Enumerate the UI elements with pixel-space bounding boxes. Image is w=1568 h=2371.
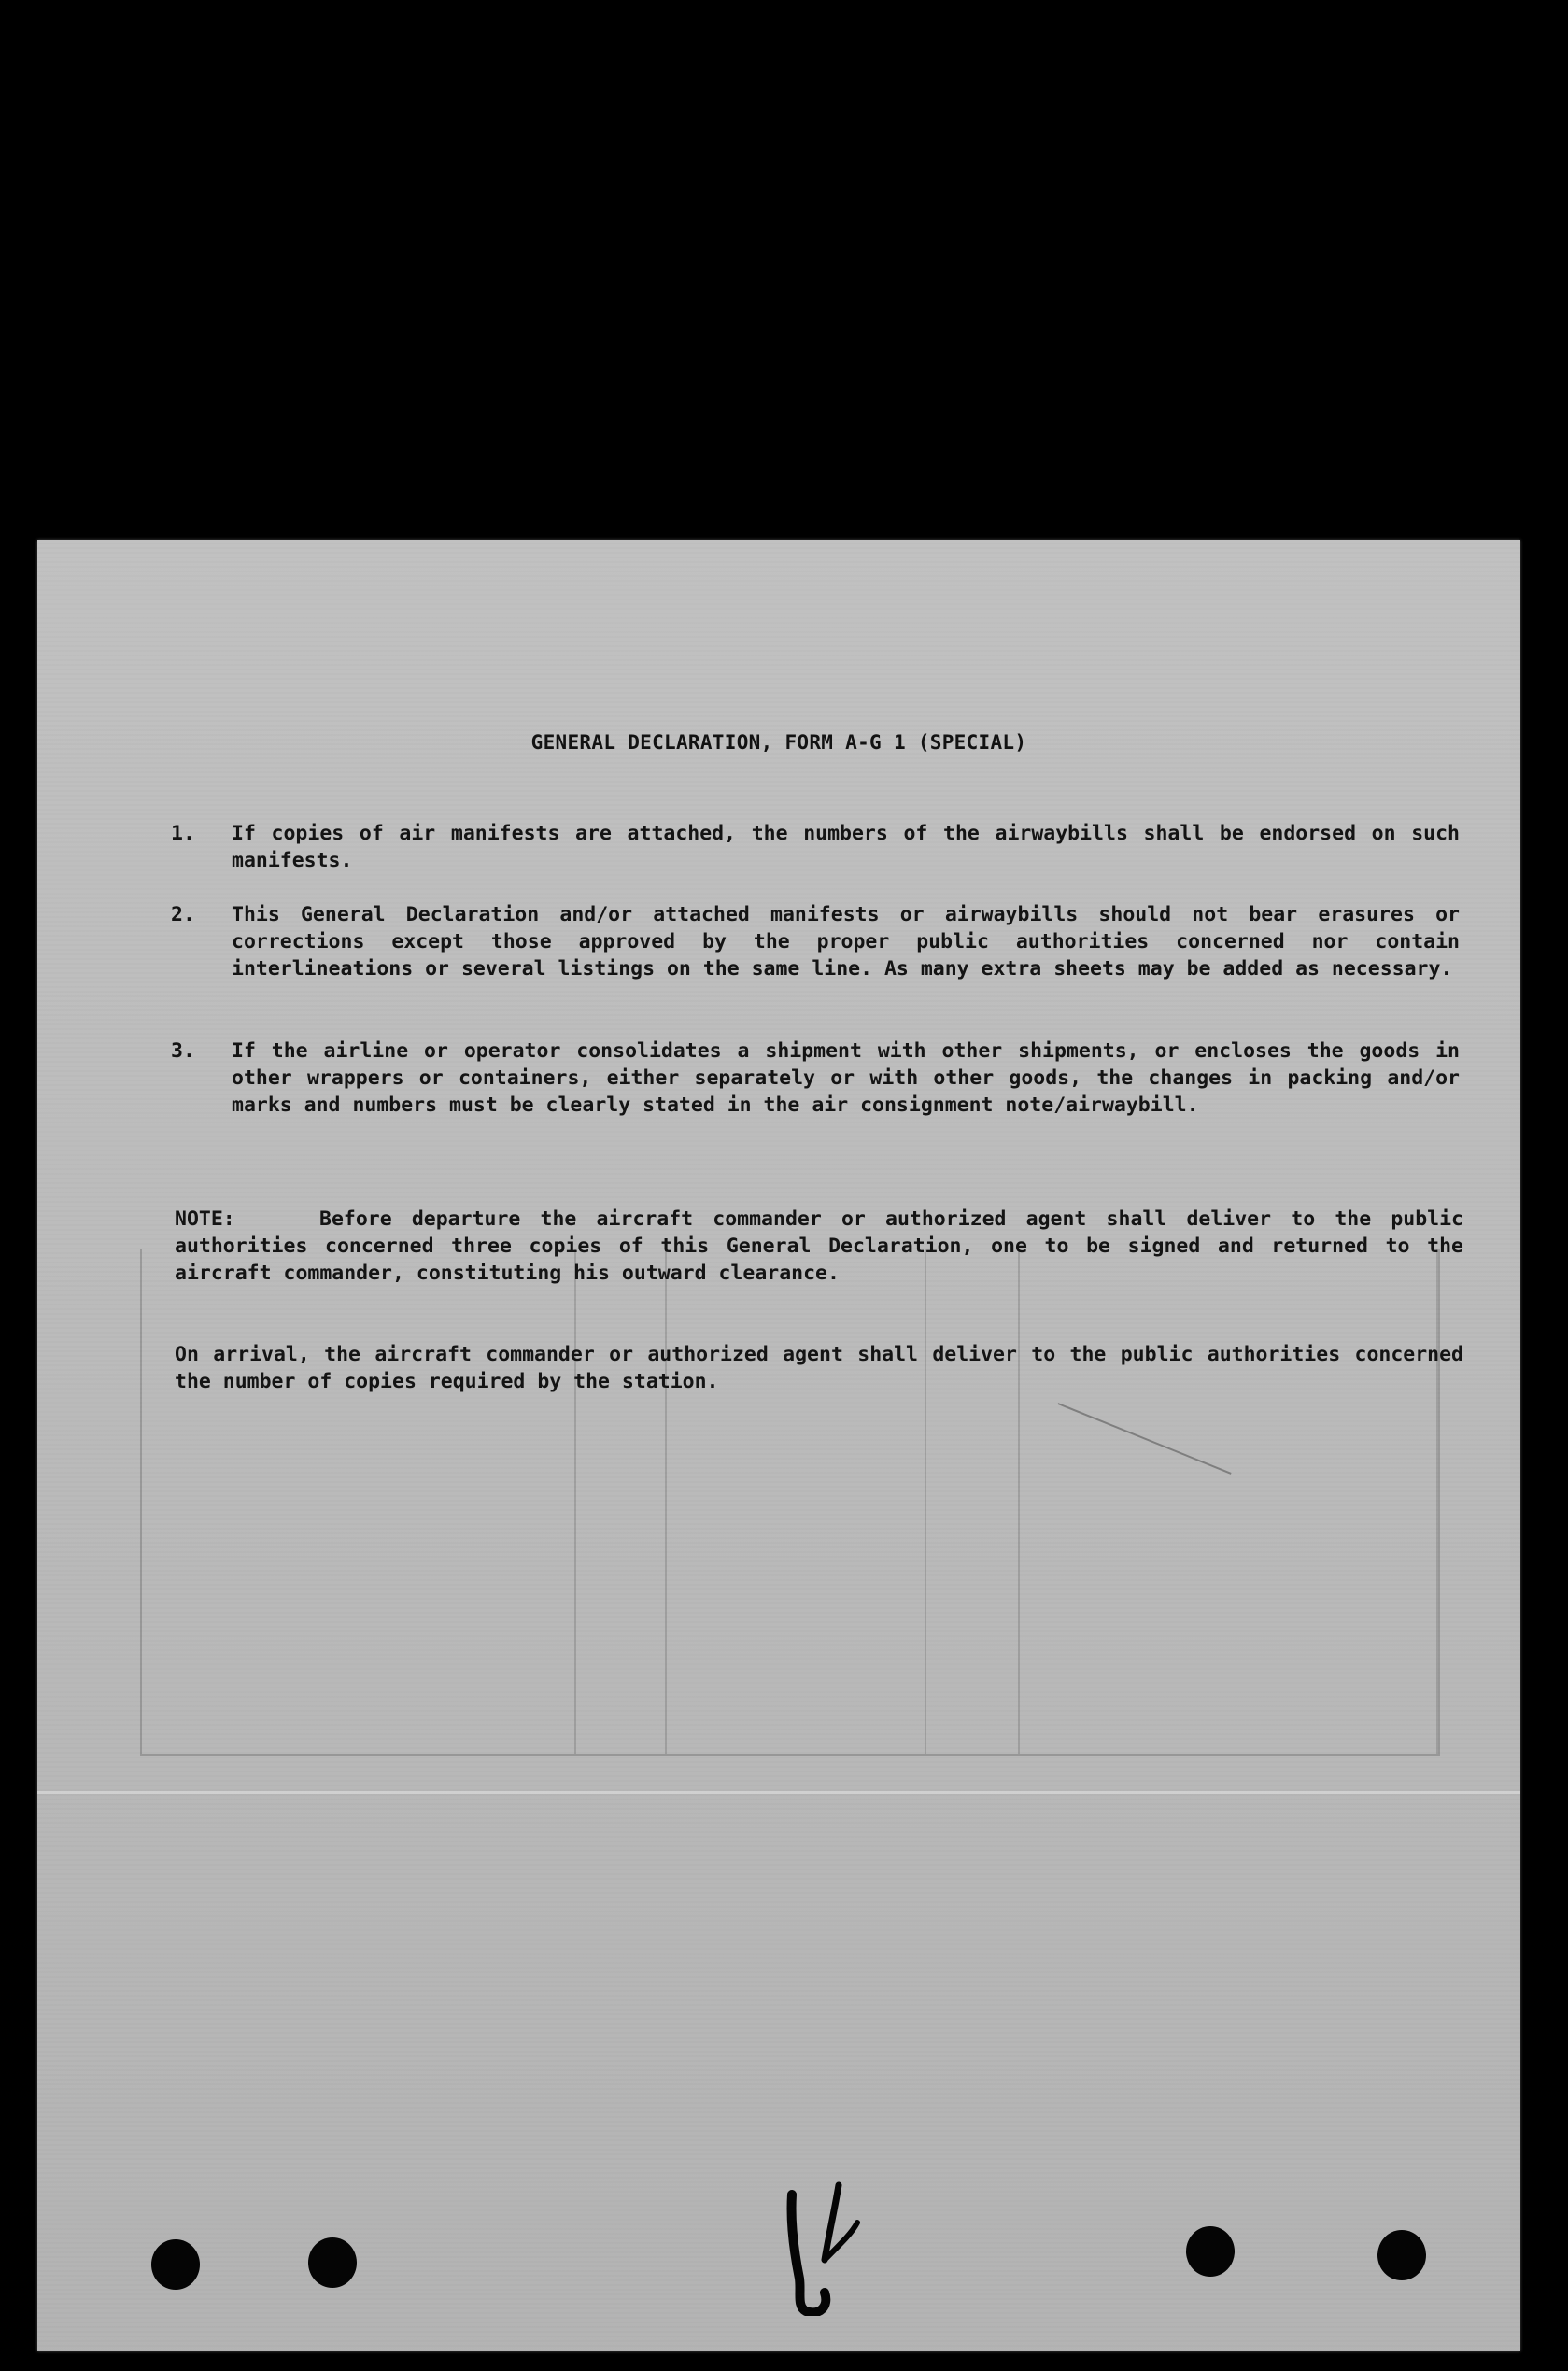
arrival-paragraph: On arrival, the aircraft commander or authorized agent shall deliver to the public authorities concerned the number of copies required by the station. xyxy=(175,1343,1463,1393)
punch-hole xyxy=(308,2237,357,2288)
page-title: GENERAL DECLARATION, FORM A-G 1 (SPECIAL) xyxy=(530,731,1027,754)
note-label: NOTE: xyxy=(175,1207,235,1231)
item-text: This General Declaration and/or attached manifests or airwaybills should not bear erasures or corrections except those approved by the proper public authorities concerned nor contain interlineations or several listings on the same line. As many extra sheets may be added as necessary. xyxy=(232,903,1460,981)
show-through-table xyxy=(140,1249,1440,1756)
item-text: If copies of air manifests are attached, the numbers of the airwaybills shall be endorsed on such manifests. xyxy=(232,822,1460,872)
item-number: 3. xyxy=(171,1039,195,1063)
list-item xyxy=(171,1037,1460,1119)
punch-hole xyxy=(1377,2230,1426,2280)
show-through-line xyxy=(1436,1249,1438,1754)
item-number: 2. xyxy=(171,903,195,926)
note-text: Before departure the aircraft commander or authorized agent shall deliver to the public authorities concerned three copies of this General Declaration, one to be signed and returned to the aircraft commander, constituting his outward clearance. xyxy=(175,1207,1463,1285)
item-text: If the airline or operator consolidates a shipment with other shipments, or encloses the goods in other wrappers or containers, either separately or with other goods, the changes in packing and/or marks and numbers must be clearly stated in the air consignment note/airwaybill. xyxy=(232,1039,1460,1117)
show-through-line xyxy=(925,1249,926,1754)
list-item xyxy=(171,901,1460,982)
list-item xyxy=(171,820,1460,874)
item-number: 1. xyxy=(171,822,195,845)
handwritten-mark xyxy=(773,2176,876,2316)
page-fold xyxy=(37,1791,1520,1794)
show-through-line xyxy=(574,1249,576,1754)
punch-hole xyxy=(151,2239,200,2290)
document-page xyxy=(37,540,1520,2351)
show-through-line xyxy=(1018,1249,1020,1754)
show-through-line xyxy=(665,1249,667,1754)
punch-hole xyxy=(1186,2226,1235,2277)
note-paragraph xyxy=(175,1206,1463,1287)
